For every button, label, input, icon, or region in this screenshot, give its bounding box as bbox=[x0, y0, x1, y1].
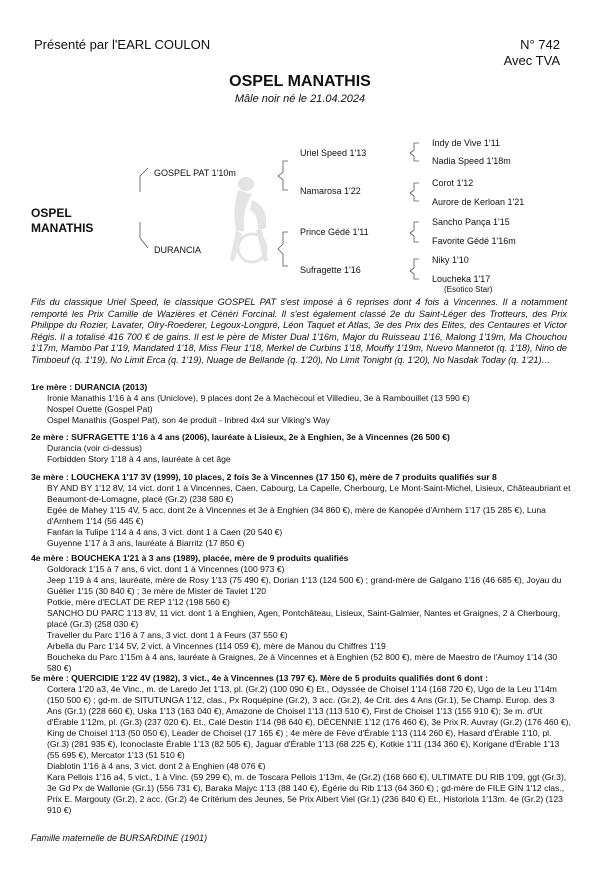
dam-2-title: 2e mère : SUFRAGETTE 1'16 à 4 ans (2006), lauréate à Lisieux, 2e à Enghien, 3e à Vincennes (26 500 €) bbox=[31, 432, 450, 442]
pedigree-sss: Indy de Vive 1'11 bbox=[432, 138, 500, 148]
dam-3-title: 3e mère : LOUCHEKA 1'17 3V (1999), 10 places, 2 fois 3e à Vincennes (17 150 €), mère de 7 produits qualifiés sur 8 bbox=[31, 472, 497, 482]
dam-1-title: 1re mère : DURANCIA (2013) bbox=[31, 382, 148, 392]
sire-intro: Fils du classique Uriel Speed, le classique GOSPEL PAT s'est imposé à 6 reprises dont 4 fois à Vincennes. Il a notamment remporté les Prix Camille de Wazières et Cénéri Forcinal. Il s'est également classé 2e du Saint-Léger des Trotteurs, des Prix Philippe du Rozier, Lavater, Olry-Roederer, Legoux-Longpré, Léon Taquet et Atlas, 3e des Prix des Elites, des Centaures et Victor Régis. Il a totalisé 416 700 € de gains. Il est le père de Mister Dual 1'16m, Major du Ruisseau 1'16, Malong 1'19m, Ma Chouchou 1'17m, Mambo Pat 1'19, Mandated 1'18, Miss Fleur 1'18, Merkel de Curbins 1'18, Mouffy 1'19m, Nuevo Mannetot (q. 1'18), Nino de Timboeuf (q. 1'19), No Limit Erca (q. 1'19), Nuage de Bellande (q. 1'20), No Limit Tonight (q. 1'20), No Nasdak Today (q. 1'21)… bbox=[31, 297, 567, 365]
horse-trotter-icon bbox=[222, 170, 282, 270]
maternal-family: Famille maternelle de BURSARDINE (1901) bbox=[31, 833, 208, 843]
dam-3-line: Fanfan la Tulipe 1'14 à 4 ans, 3 vict. dont 1 à Caen (20 540 €) bbox=[47, 527, 283, 537]
dam-4-section bbox=[31, 553, 571, 674]
dam-4-line: Jeep 1'19 à 4 ans, lauréate, mère de Rosy 1'13 (75 490 €), Dorian 1'13 (124 500 €) ; grand-mère de Galgano 1'16 (46 685 €), Joyau du Guélier 1'15 (30 840 €) ; 3e mère de Mister de Taviet 1'20 bbox=[47, 575, 562, 596]
pedigree-sds: Corot 1'12 bbox=[432, 178, 474, 188]
dam-3-line: BY AND BY 1'12 8V, 14 vict. dont 1 à Vincennes, Caen, Cabourg, La Capelle, Cherbourg, Le Mont-Saint-Michel, Lisieux, Châteaubriant et Beaumont-de-Lomagne, placé (Gr.2) (238 580 €) bbox=[47, 483, 571, 504]
dam-3-line: Guyenne 1'17 à 3 ans, lauréate à Biarritz (17 850 €) bbox=[47, 538, 245, 548]
pedigree-dds: Niky 1'10 bbox=[432, 255, 469, 265]
dam-3-section bbox=[31, 472, 571, 549]
dam-5-line: Diablotin 1'16 à 4 ans, 3 vict. dont 2 à Enghien (48 076 €) bbox=[47, 761, 266, 771]
dam-1-line: Ironie Manathis 1'16 à 4 ans (Uniclove), 9 places dont 2e à Machecoul et Villedieu, 3e à Rambouillet (13 590 €) bbox=[47, 393, 470, 403]
lot-number: N° 742 bbox=[520, 37, 560, 52]
pedigree-ss: Uriel Speed 1'13 bbox=[300, 148, 367, 158]
dam-3-line: Egée de Mahey 1'15 4V, 5 acc. dont 2e à Vincennes et 3e à Enghien (34 860 €), mère de Kanopée d'Arnhem 1'17 (15 285 €), Luna d'Arnhem 1'14 (56 445 €) bbox=[47, 505, 546, 526]
dam-4-line: Goldorack 1'15 à 7 ans, 6 vict. dont 1 à Vincennes (100 973 €) bbox=[47, 564, 285, 574]
presenter: Présenté par l'EARL COULON bbox=[34, 37, 211, 52]
horse-description: Mâle noir né le 21.04.2024 bbox=[234, 93, 366, 105]
pedigree-sire: GOSPEL PAT 1'10m bbox=[154, 168, 236, 178]
pedigree-sd: Namarosa 1'22 bbox=[300, 186, 361, 196]
dam-2-section bbox=[31, 432, 571, 465]
dam-5-line: Cortera 1'20 a3, 4e Vinc., m. de Laredo Jet 1'13, pl. (Gr.2) (100 090 €) Et., Odyssée de Choisel 1'14 (168 720 €), Ugo de la Leu 1'14m (150 500 €) ; gd-m. de SITUTUNGA 1'12, clas., Px Roquépine (Gr.2), 3 acc. (Gr.2), 4e Crit. des 4 Ans (Gr.1), 5e Champ. Europ. des 3 Ans (Gr.1) (228 660 €), Uska 1'13 (163 040 €), Amazone de Choisel 1'13 (113 510 €), First de Choisel 1'13 (155 910 €); 3e m. d'Ut d'Érable 1'12m, pl. (Gr.3) (237 020 €). Et., Calé Destin 1'14 (98 640 €), DÉCENNIE 1'12 (176 460 €), 3e Prix R. Auvray (Gr.2) (176 460 €), King de Choisel 1'13 (50 050 €), Leader de Choisel (17 165 €) ; 4e mère de Fève d'Érable 1'13 (114 260 €), Hasard d'Érable 1'10, pl. (Gr.3) (281 935 €), Iconoclaste Érable 1'13 (82 505 €), Jaguar d'Érable 1'13 (68 225 €), Kotkie 1'11 (134 360 €), Korigane d'Érable 1'13 (55 695 €), Mercator 1'13 (51 510 €) bbox=[47, 684, 571, 760]
horse-title: OSPEL MANATHIS bbox=[229, 73, 371, 90]
pedigree-ssd: Nadia Speed 1'18m bbox=[432, 156, 511, 166]
pedigree-dss: Sancho Pança 1'15 bbox=[432, 217, 510, 227]
dam-4-line: Potkie, mère d'ECLAT DE REP 1'12 (198 560 €) bbox=[47, 597, 230, 607]
pedigree-horse-name: OSPEL MANATHIS bbox=[31, 206, 94, 235]
pedigree-ddd-note: (Esotico Star) bbox=[444, 285, 493, 294]
dam-4-title: 4e mère : BOUCHEKA 1'21 à 3 ans (1989), placée, mère de 9 produits qualifiés bbox=[31, 553, 349, 563]
dam-1-line: Ospel Manathis (Gospel Pat), son 4e produit - Inbred 4x4 sur Viking's Way bbox=[47, 415, 330, 425]
pedigree-dsd: Favorite Gédé 1'16m bbox=[432, 236, 516, 246]
dam-2-line: Durancia (voir ci-dessus) bbox=[47, 443, 143, 453]
dam-4-line: Boucheka du Parc 1'15m à 4 ans, lauréate à Graignes, 2e à Vincennes et à Enghien (52 800 €), mère de Maestro de l'Aumoy 1'14 (30 580 €) bbox=[47, 652, 558, 673]
dam-4-line: SANCHO DU PARC 1'13 8V, 11 vict. dont 1 à Enghien, Agen, Pontchâteau, Lisieux, Saint-Galmier, Nantes et Graignes, 2 à Cherbourg, placé (Gr.3) (258 030 €) bbox=[47, 608, 561, 629]
pedigree-dd: Sufragette 1'16 bbox=[300, 265, 361, 275]
pedigree-ds: Prince Gédé 1'11 bbox=[300, 227, 369, 237]
dam-2-line: Forbidden Story 1'18 à 4 ans, lauréate à cet âge bbox=[47, 454, 231, 464]
dam-1-line: Nospel Ouette (Gospel Pat) bbox=[47, 404, 153, 414]
dam-5-title: 5e mère : QUERCIDIE 1'22 4V (1982), 3 vict., 4e à Vincennes (13 797 €). Mère de 5 produits qualifiés dont 6 dont : bbox=[31, 673, 489, 683]
dam-1-section bbox=[31, 382, 571, 426]
pedigree-sdd: Aurore de Kerloan 1'21 bbox=[432, 197, 525, 207]
dam-4-line: Arbella du Parc 1'14 5V, 2 vict. à Vincennes (114 059 €), mère de Manou du Chiffres 1'19 bbox=[47, 641, 386, 651]
pedigree-dam: DURANCIA bbox=[154, 245, 202, 255]
vat-label: Avec TVA bbox=[503, 53, 560, 68]
pedigree-ddd: Loucheka 1'17 bbox=[432, 274, 491, 284]
dam-5-section bbox=[31, 673, 571, 816]
dam-5-line: Kara Pellois 1'16 a4, 5 vict., 1 à Vinc. (59 299 €), m. de Toscara Pellois 1'13m, 4e (Gr.2) (168 660 €), ULTIMATE DU RIB 1'09, ggt (Gr.3), 3e Gd Px de Wallonie (Gr.1) (556 731 €), Baraka Majyc 1'13 (88 140 €), Égérie du Rib 1'13 (64 360 €) ; gd-mère de FILE GIN 1'12 clas., Prix E. Margouty (Gr.2), 2 acc. (Gr.2) 4e Critérium des Jeunes, 5e Prix Albert Viel (Gr.1) (236 840 €) Et., Historiola 1'13m. 4e (Gr.2) (123 910 €) bbox=[47, 772, 567, 815]
dam-4-line: Traveller du Parc 1'16 à 7 ans, 3 vict. dont 1 à Feurs (37 550 €) bbox=[47, 630, 288, 640]
